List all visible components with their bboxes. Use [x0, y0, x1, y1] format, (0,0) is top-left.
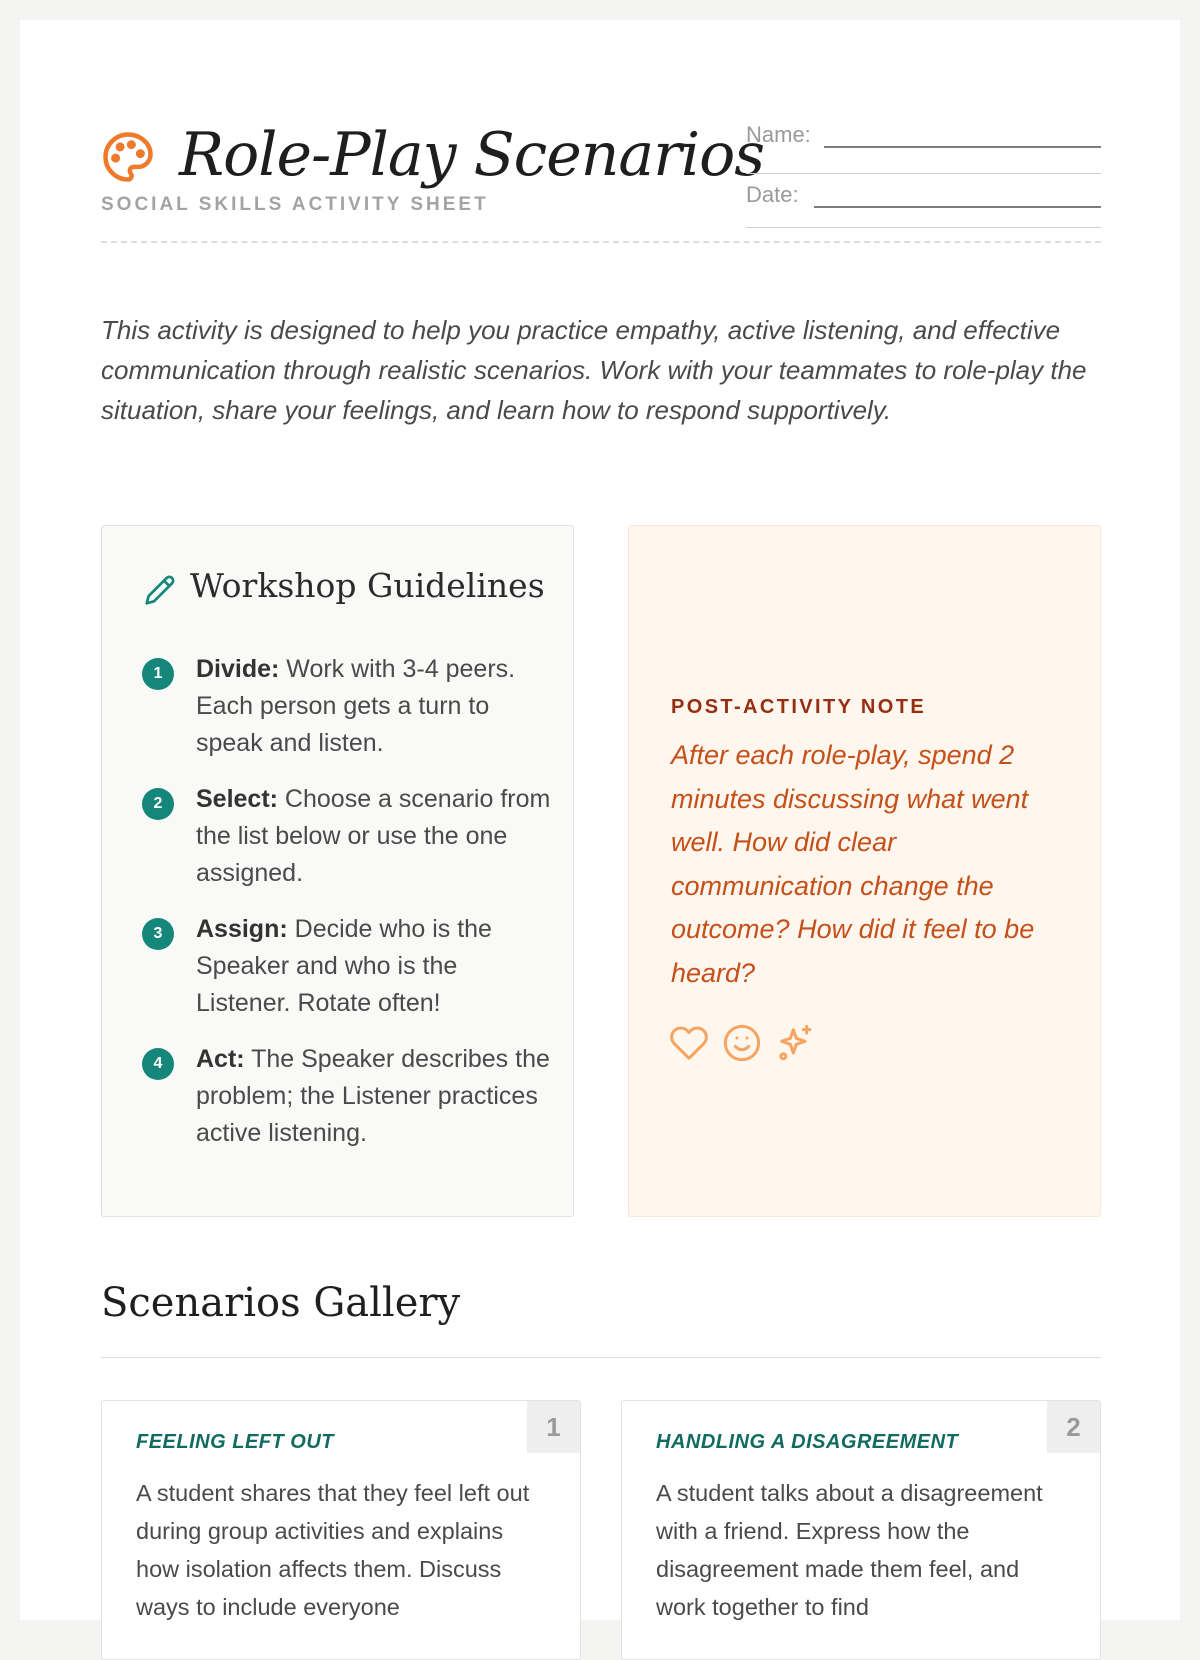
step-text: Decide who is the Speaker and who is the Listener. Rotate often! [196, 915, 492, 1017]
name-label: Name: [746, 122, 811, 147]
step-label: Assign: [196, 915, 288, 943]
step-text: Choose a scenario from the list below or use the one assigned. [196, 785, 551, 887]
sparkles-icon [775, 1023, 815, 1063]
scenario-description: A student shares that they feel left out during group activities and explains how isolation affects them. Discuss ways to include everyone [136, 1480, 530, 1620]
guidelines-steps [142, 651, 552, 1171]
date-blank-line [814, 206, 1101, 208]
step-text: The Speaker describes the problem; the Listener practices active listening. [196, 1045, 550, 1147]
post-activity-note [628, 525, 1101, 1217]
student-info-fields [746, 120, 1101, 228]
scenario-title: HANDLING A DISAGREEMENT [656, 1431, 959, 1453]
scenario-number: 1 [527, 1401, 580, 1453]
step-label: Select: [196, 785, 278, 813]
scenario-title: FEELING LEFT OUT [136, 1431, 334, 1453]
guideline-step [142, 781, 552, 892]
step-number-badge: 2 [142, 788, 174, 820]
name-field[interactable] [746, 120, 1101, 174]
page-subtitle: SOCIAL SKILLS ACTIVITY SHEET [101, 194, 489, 215]
smile-icon [722, 1023, 762, 1063]
step-number-badge: 3 [142, 918, 174, 950]
header [101, 120, 1101, 220]
gallery-title: Scenarios Gallery [101, 1280, 461, 1326]
scenario-description: A student talks about a disagreement with a friend. Express how the disagreement made them feel, and work together to find [656, 1480, 1043, 1620]
guideline-step [142, 1041, 552, 1152]
step-label: Divide: [196, 655, 280, 683]
name-blank-line [824, 146, 1101, 148]
step-number-badge: 4 [142, 1048, 174, 1080]
date-field[interactable] [746, 174, 1101, 228]
guidelines-title: Workshop Guidelines [190, 566, 545, 605]
scenario-card[interactable] [101, 1400, 581, 1660]
note-text: After each role-play, spend 2 minutes discussing what went well. How did clear communication change the outcome? How did it feel to be heard? [671, 740, 1035, 988]
date-label: Date: [746, 182, 799, 207]
step-label: Act: [196, 1045, 245, 1073]
pencil-icon [144, 574, 176, 606]
scenario-card[interactable] [621, 1400, 1101, 1660]
scenario-number: 2 [1047, 1401, 1100, 1453]
worksheet-page [20, 20, 1180, 1620]
heart-icon [669, 1023, 709, 1063]
step-text: Work with 3-4 peers. Each person gets a turn to speak and listen. [196, 655, 516, 757]
guideline-step [142, 651, 552, 762]
header-divider [101, 241, 1101, 243]
palette-icon [101, 130, 155, 184]
guidelines-panel [101, 525, 574, 1217]
guideline-step [142, 911, 552, 1022]
page-title: Role-Play Scenarios [179, 120, 764, 190]
step-number-badge: 1 [142, 658, 174, 690]
gallery-divider [101, 1357, 1101, 1358]
note-label: POST-ACTIVITY NOTE [671, 696, 927, 718]
intro-paragraph: This activity is designed to help you practice empathy, active listening, and effective communication through realistic scenarios. Work with your teammates to role-play the situation, share your feelings, and learn how to respond supportively. [101, 315, 1087, 425]
